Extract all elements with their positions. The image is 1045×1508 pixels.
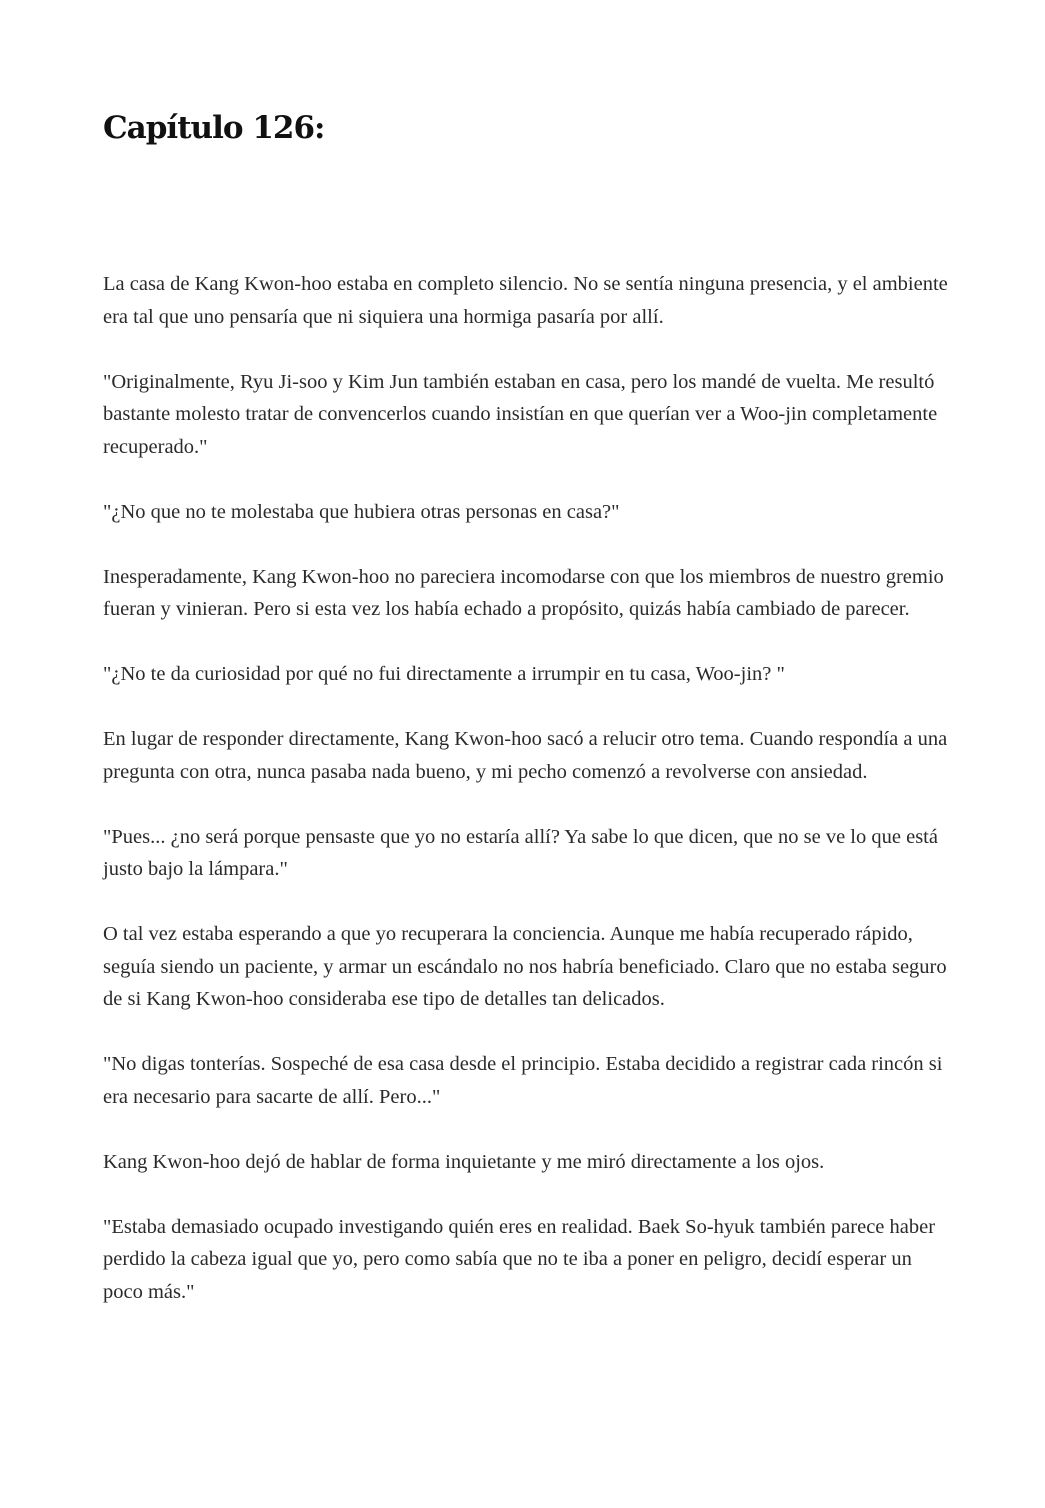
chapter-title: Capítulo 126: bbox=[103, 110, 325, 146]
paragraph: "¿No que no te molestaba que hubiera otras personas en casa?" bbox=[103, 500, 620, 523]
paragraph: "Originalmente, Ryu Ji-soo y Kim Jun también estaban en casa, pero los mandé de vuelta. Me resultó bastante molesto tratar de convencerlos cuando insistían en que querían ver a Woo-jin completamente recuperado." bbox=[103, 370, 938, 458]
paragraph: Kang Kwon-hoo dejó de hablar de forma inquietante y me miró directamente a los ojos. bbox=[103, 1150, 825, 1173]
paragraph: "No digas tonterías. Sospeché de esa casa desde el principio. Estaba decidido a registrar cada rincón si era necesario para sacarte de allí. Pero..." bbox=[103, 1053, 943, 1108]
paragraph: "¿No te da curiosidad por qué no fui directamente a irrumpir en tu casa, Woo-jin? " bbox=[103, 663, 785, 685]
paragraph: "Pues... ¿no será porque pensaste que yo no estaría allí? Ya sabe lo que dicen, que no se ve lo que está justo bajo la lámpara." bbox=[103, 825, 938, 880]
paragraph: En lugar de responder directamente, Kang Kwon-hoo sacó a relucir otro tema. Cuando respondía a una pregunta con otra, nunca pasaba nada bueno, y mi pecho comenzó a revolverse con ansiedad. bbox=[103, 728, 948, 783]
paragraph: La casa de Kang Kwon-hoo estaba en completo silencio. No se sentía ninguna presencia, y el ambiente era tal que uno pensaría que ni siquiera una hormiga pasaría por allí. bbox=[103, 273, 948, 328]
paragraph: Inesperadamente, Kang Kwon-hoo no pareciera incomodarse con que los miembros de nuestro gremio fueran y vinieran. Pero si esta vez los había echado a propósito, quizás había cambiado de parecer. bbox=[103, 565, 944, 620]
paragraph: O tal vez estaba esperando a que yo recuperara la conciencia. Aunque me había recuperado rápido, seguía siendo un paciente, y armar un escándalo no nos habría beneficiado. Claro que no estaba seguro de si Kang Kwon-hoo consideraba ese tipo de detalles tan delicados. bbox=[103, 923, 947, 1010]
chapter-body bbox=[103, 268, 953, 1341]
paragraph: "Estaba demasiado ocupado investigando quién eres en realidad. Baek So-hyuk también parece haber perdido la cabeza igual que yo, pero como sabía que no te iba a poner en peligro, decidí esperar un poco más." bbox=[103, 1215, 936, 1303]
